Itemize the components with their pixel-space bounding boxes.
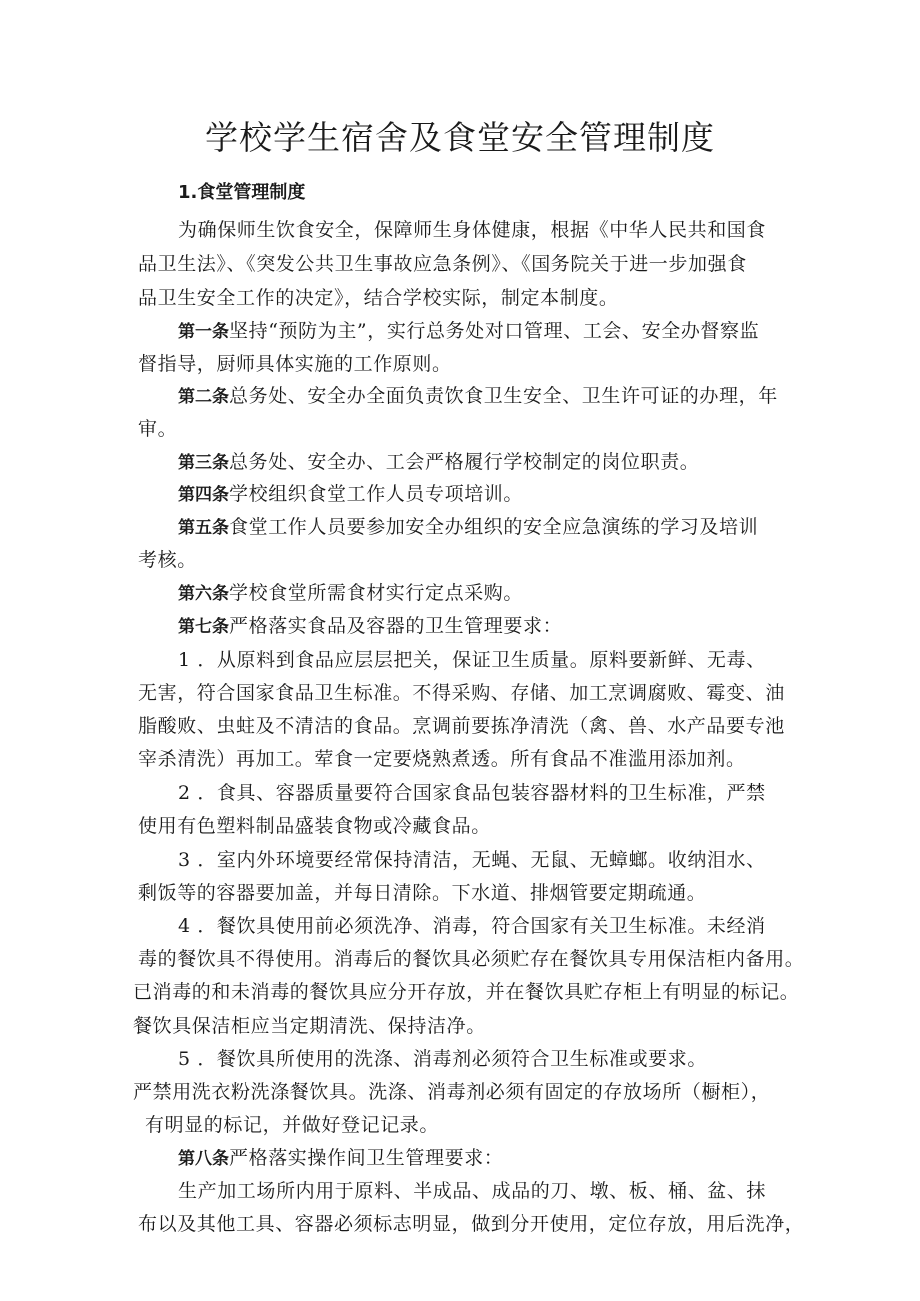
body-line [178, 215, 766, 245]
body-line [178, 911, 766, 941]
line-text: 督指导，厨师具体实施的工作原则。 [138, 353, 452, 375]
line-text: 为确保师生饮食安全，保障师生身体健康，根据《中华人民共和国食 [178, 219, 767, 241]
body-line [138, 744, 746, 774]
body-line [138, 1209, 804, 1239]
article-line [178, 578, 523, 609]
line-text: 品卫生法》、《突发公共卫生事故应急条例》、《国务院关于进一步加强食 [138, 253, 747, 275]
article-line [178, 316, 759, 347]
line-text: 餐饮具保洁柜应当定期清洗、保持洁净。 [133, 1015, 486, 1037]
line-text: 有明显的标记，并做好登记记录。 [145, 1114, 440, 1136]
line-text: 宰杀清洗）再加工。荤食一定要烧熟煮透。所有食品不准滥用添加剂。 [138, 748, 746, 770]
article-number: 第一条 [178, 322, 229, 342]
line-text: 布以及其他工具、容器必须标志明显，做到分开使用，定位存放，用后洗净， [138, 1213, 805, 1235]
article-number: 第七条 [178, 617, 229, 637]
body-line [138, 414, 177, 444]
body-line [178, 645, 766, 675]
line-text: 剩饭等的容器要加盖，并每日清除。下水道、排烟管要定期疏通。 [138, 882, 707, 904]
body-line [138, 249, 747, 279]
document-title: 学校学生宿舍及食堂安全管理制度 [205, 118, 715, 157]
article-line [178, 512, 758, 543]
body-line [138, 811, 491, 841]
line-text: 考核。 [138, 549, 197, 571]
body-line [145, 1110, 439, 1140]
article-number: 第六条 [178, 584, 229, 604]
article-number: 第五条 [178, 518, 229, 538]
line-text: 食堂工作人员要参加安全办组织的安全应急演练的学习及培训 [229, 516, 759, 538]
line-text: 审。 [138, 418, 178, 440]
article-line [178, 381, 778, 412]
article-number: 第四条 [178, 485, 229, 505]
line-text: 严格落实操作间卫生管理要求： [229, 1147, 504, 1169]
body-line [138, 711, 785, 741]
line-text: 严格落实食品及容器的卫生管理要求： [229, 615, 563, 637]
section-heading: 1.食堂管理制度 [178, 182, 306, 203]
line-text: 生产加工场所内用于原料、半成品、成品的刀、墩、板、桶、盆、抹 [178, 1180, 767, 1202]
line-text: 1 ．从原料到食品应层层把关，保证卫生质量。原料要新鲜、无毒、 [178, 649, 766, 671]
line-text: 毒的餐饮具不得使用。消毒后的餐饮具必须贮存在餐饮具专用保洁柜内备用。 [138, 948, 805, 970]
article-number: 第三条 [178, 453, 229, 473]
body-line [178, 845, 766, 875]
line-text: 3 ．室内外环境要经常保持清洁，无蝇、无鼠、无蟑螂。收纳泪水、 [178, 849, 766, 871]
line-text: 脂酸败、虫蛀及不清洁的食品。烹调前要拣净清洗（禽、兽、水产品要专池 [138, 715, 785, 737]
line-text: 5 ．餐饮具所使用的洗涤、消毒剂必须符合卫生标准或要求。 [178, 1048, 707, 1070]
article-line [178, 447, 699, 478]
body-line [138, 349, 452, 379]
body-line [178, 1176, 766, 1206]
article-line [178, 479, 523, 510]
line-text: 已消毒的和未消毒的餐饮具应分开存放，并在餐饮具贮存柜上有明显的标记。 [133, 981, 800, 1003]
line-text: 总务处、安全办全面负责饮食卫生安全、卫生许可证的办理，年 [229, 385, 778, 407]
body-line [138, 944, 804, 974]
body-line [133, 1011, 486, 1041]
line-text: 严禁用洗衣粉洗涤餐饮具。洗涤、消毒剂必须有固定的存放场所（橱柜）， [133, 1081, 771, 1103]
line-text: 使用有色塑料制品盛装食物或冷藏食品。 [138, 815, 491, 837]
line-text: 总务处、安全办、工会严格履行学校制定的岗位职责。 [229, 451, 700, 473]
article-number: 第二条 [178, 387, 229, 407]
article-line [178, 611, 562, 642]
body-line [133, 977, 799, 1007]
body-line [138, 678, 785, 708]
body-line [178, 778, 766, 808]
body-line [133, 1077, 770, 1107]
line-text: 无害，符合国家食品卫生标准。不得采购、存储、加工烹调腐败、霉变、油 [138, 682, 785, 704]
body-line [138, 878, 706, 908]
article-line [178, 1143, 503, 1174]
body-line [138, 283, 619, 313]
line-text: 坚持“预防为主”，实行总务处对口管理、工会、安全办督察监 [229, 320, 760, 342]
article-number: 第八条 [178, 1149, 229, 1169]
body-line [178, 1044, 707, 1074]
line-text: 学校组织食堂工作人员专项培训。 [229, 483, 524, 505]
body-line [138, 545, 197, 575]
line-text: 4 ．餐饮具使用前必须洗净、消毒，符合国家有关卫生标准。未经消 [178, 915, 766, 937]
line-text: 2 ．食具、容器质量要符合国家食品包装容器材料的卫生标准，严禁 [178, 782, 766, 804]
line-text: 学校食堂所需食材实行定点采购。 [229, 582, 524, 604]
line-text: 品卫生安全工作的决定》，结合学校实际，制定本制度。 [138, 287, 619, 309]
